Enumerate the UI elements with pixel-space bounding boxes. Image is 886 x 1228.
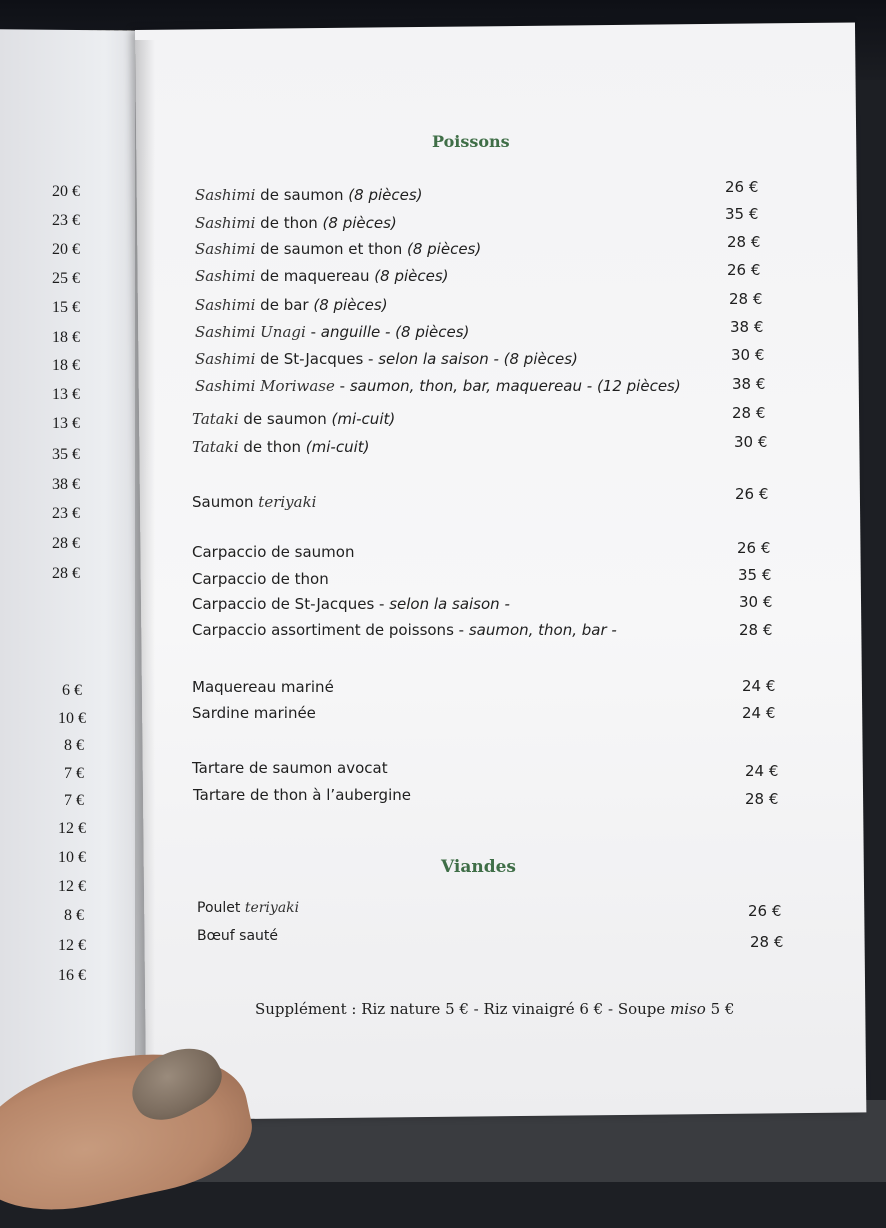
menu-item: Sashimi de bar (8 pièces) [195, 296, 388, 314]
menu-price: 30 € [731, 346, 765, 364]
left-price: 6 € [62, 682, 82, 699]
menu-price: 24 € [745, 762, 779, 780]
left-price: 8 € [64, 737, 84, 754]
left-price: 23 € [52, 212, 80, 229]
left-price: 18 € [52, 329, 80, 346]
left-price: 25 € [52, 270, 80, 287]
menu-price: 26 € [748, 902, 782, 920]
menu-item: Sashimi de St-Jacques - selon la saison - (8 pièces) [195, 350, 578, 368]
left-price: 7 € [64, 792, 84, 809]
menu-price: 30 € [739, 593, 773, 611]
left-price: 12 € [58, 878, 86, 895]
left-price: 20 € [52, 241, 80, 258]
menu-price: 28 € [727, 233, 761, 251]
menu-item: Sashimi Moriwase - saumon, thon, bar, maquereau - (12 pièces) [195, 377, 681, 395]
menu-item: Poulet teriyaki [197, 900, 300, 916]
menu-price: 28 € [745, 790, 779, 808]
section-heading-viandes: Viandes [441, 857, 516, 877]
menu-price: 24 € [742, 677, 776, 695]
menu-item: Sashimi de maquereau (8 pièces) [195, 267, 449, 285]
left-price: 20 € [52, 183, 80, 200]
menu-price: 35 € [738, 566, 772, 584]
menu-price: 28 € [732, 404, 766, 422]
menu-price: 28 € [739, 621, 773, 639]
menu-price: 38 € [732, 375, 766, 393]
left-price: 7 € [64, 765, 84, 782]
menu-item: Sashimi de thon (8 pièces) [195, 214, 397, 232]
menu-item: Sardine marinée [192, 704, 316, 722]
menu-item: Carpaccio assortiment de poissons - saumon, thon, bar - [192, 621, 617, 639]
left-price: 23 € [52, 505, 80, 522]
menu-price: 26 € [725, 178, 759, 196]
menu-item: Tartare de thon à l’aubergine [193, 786, 411, 804]
menu-item: Bœuf sauté [197, 928, 279, 944]
menu-price: 28 € [750, 933, 784, 951]
menu-price: 38 € [730, 318, 764, 336]
menu-item: Sashimi de saumon (8 pièces) [195, 186, 423, 204]
menu-item: Tataki de saumon (mi-cuit) [192, 410, 396, 428]
menu-item: Carpaccio de St-Jacques - selon la saison - [192, 595, 510, 613]
menu-item: Tataki de thon (mi-cuit) [192, 438, 370, 456]
menu-price: 26 € [735, 485, 769, 503]
menu-price: 35 € [725, 205, 759, 223]
menu-item: Carpaccio de thon [192, 570, 329, 588]
menu-price: 24 € [742, 704, 776, 722]
left-price: 18 € [52, 357, 80, 374]
left-price: 13 € [52, 415, 80, 432]
menu-item: Carpaccio de saumon [192, 543, 355, 561]
left-price: 38 € [52, 476, 80, 493]
left-price: 13 € [52, 386, 80, 403]
supplement-line: Supplément : Riz nature 5 € - Riz vinaigré 6 € - Soupe miso 5 € [255, 1000, 735, 1018]
left-price: 28 € [52, 535, 80, 552]
left-price: 12 € [58, 820, 86, 837]
menu-price: 30 € [734, 433, 768, 451]
menu-item: Tartare de saumon avocat [192, 759, 388, 777]
left-price: 16 € [58, 967, 86, 984]
menu-item: Maquereau mariné [192, 678, 334, 696]
page-fold-shadow [135, 40, 155, 1120]
left-price: 35 € [52, 446, 80, 463]
section-heading-poissons: Poissons [432, 132, 510, 151]
left-price: 28 € [52, 565, 80, 582]
menu-price: 26 € [727, 261, 761, 279]
left-price: 8 € [64, 907, 84, 924]
menu-price: 28 € [729, 290, 763, 308]
menu-item: Sashimi Unagi - anguille - (8 pièces) [195, 323, 470, 341]
menu-item: Sashimi de saumon et thon (8 pièces) [195, 240, 482, 258]
left-price: 15 € [52, 299, 80, 316]
left-price: 10 € [58, 710, 86, 727]
left-price: 12 € [58, 937, 86, 954]
menu-item: Saumon teriyaki [192, 493, 317, 511]
menu-price: 26 € [737, 539, 771, 557]
left-price: 10 € [58, 849, 86, 866]
